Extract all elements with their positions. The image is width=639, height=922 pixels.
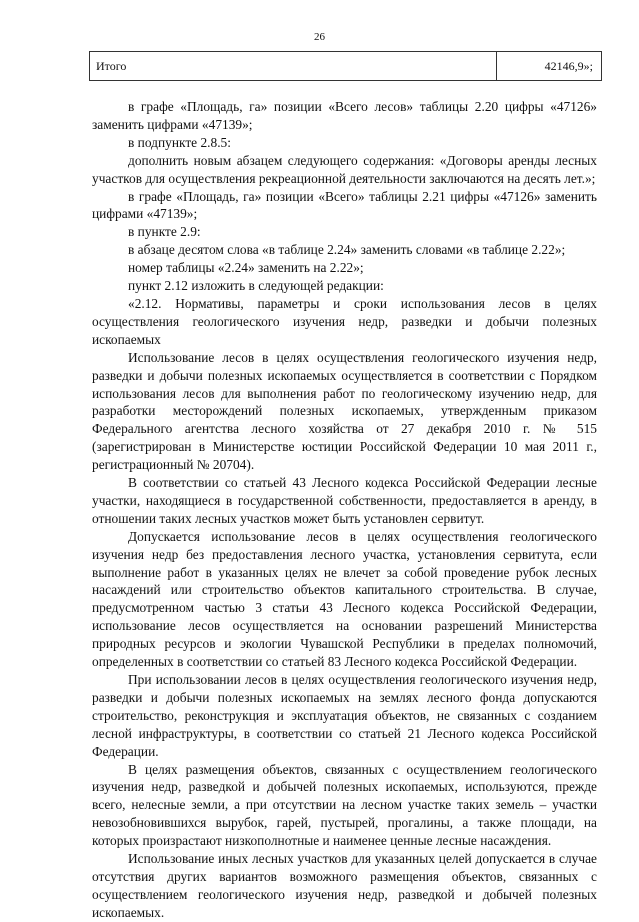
paragraph: в пункте 2.9: xyxy=(128,224,201,240)
paragraph: При использовании лесов в целях осуществления геологического изучения недр, разведки и добычи полезных ископаемых на землях лесного фонда допускаются строительство, реконструкция и эксплуатация объектов, не связанных с созданием лесной инфраструктуры, в соответствии со статьей 21 Лесного кодекса Российской Федерации. xyxy=(92,672,597,759)
paragraph: в абзаце десятом слова «в таблице 2.24» заменить словами «в таблице 2.22»; xyxy=(128,242,566,258)
paragraph: В соответствии со статьей 43 Лесного кодекса Российской Федерации лесные участки, находящиеся в государственной собственности, предоставляется в аренду, в отношении таких лесных участков может быть установлен сервитут. xyxy=(92,475,597,526)
paragraph: в графе «Площадь, га» позиции «Всего» таблицы 2.21 цифры «47126» заменить цифрами «47139»; xyxy=(92,188,597,222)
total-label: Итого xyxy=(90,52,497,81)
page-number: 26 xyxy=(314,31,325,43)
paragraph: Использование иных лесных участков для указанных целей допускается в случае отсутствия других вариантов возможного размещения объектов, связанных с осуществлением геологического изучения недр, разведкой и добычей полезных ископаемых. xyxy=(92,851,597,920)
total-table xyxy=(89,51,602,81)
document-body xyxy=(92,98,597,922)
paragraph: в графе «Площадь, га» позиции «Всего лесов» таблицы 2.20 цифры «47126» заменить цифрами «47139»; xyxy=(92,99,597,132)
paragraph: Использование лесов в целях осуществления геологического изучения недр, разведки и добычи полезных ископаемых осуществляется в соответствии с Порядком использования лесов для выполнения работ по геологическому изучению недр, для разработки месторождений полезных ископаемых, утвержденным приказом Федерального агентства лесного хозяйства от 27 декабря 2010 г. № 515 (зарегистрирован в Министерстве юстиции Российской Федерации 10 мая 2011 г., регистрационный № 20704). xyxy=(92,349,597,473)
section-heading: «2.12. Нормативы, параметры и сроки использования лесов в целях осуществления геологического изучения недр, разведки и добычи полезных ископаемых xyxy=(92,295,597,347)
paragraph: Допускается использование лесов в целях осуществления геологического изучения недр без предоставления лесного участка, установления сервитута, если выполнение работ в указанных целях не влечет за собой проведение рубок лесных насаждений или строительство объектов капитального строительства. В случае, предусмотренном частью 3 статьи 43 Лесного кодекса Российской Федерации, использование лесов осуществляется на основании разрешений Министерства природных ресурсов и экологии Чувашской Республики в пределах полномочий, определенных в соответствии со статьей 83 Лесного кодекса Российской Федерации. xyxy=(92,528,597,670)
table-row xyxy=(90,52,602,81)
total-value: 42146,9»; xyxy=(497,52,602,81)
paragraph: номер таблицы «2.24» заменить на 2.22»; xyxy=(128,260,364,276)
paragraph: пункт 2.12 изложить в следующей редакции: xyxy=(128,278,384,294)
paragraph: В целях размещения объектов, связанных с осуществлением геологического изучения недр, разведкой и добычей полезных ископаемых, используются, прежде всего, нелесные земли, а при отсутствии на лесном участке таких земель – участки невозобновившихся вырубок, гарей, пустырей, прогалины, а также площади, на которых произрастают низкополнотные и наименее ценные лесные насаждения. xyxy=(92,761,597,849)
paragraph: дополнить новым абзацем следующего содержания: «Договоры аренды лесных участков для осуществления рекреационной деятельности заключаются на десять лет.»; xyxy=(92,152,597,186)
paragraph: в подпункте 2.8.5: xyxy=(128,134,231,150)
